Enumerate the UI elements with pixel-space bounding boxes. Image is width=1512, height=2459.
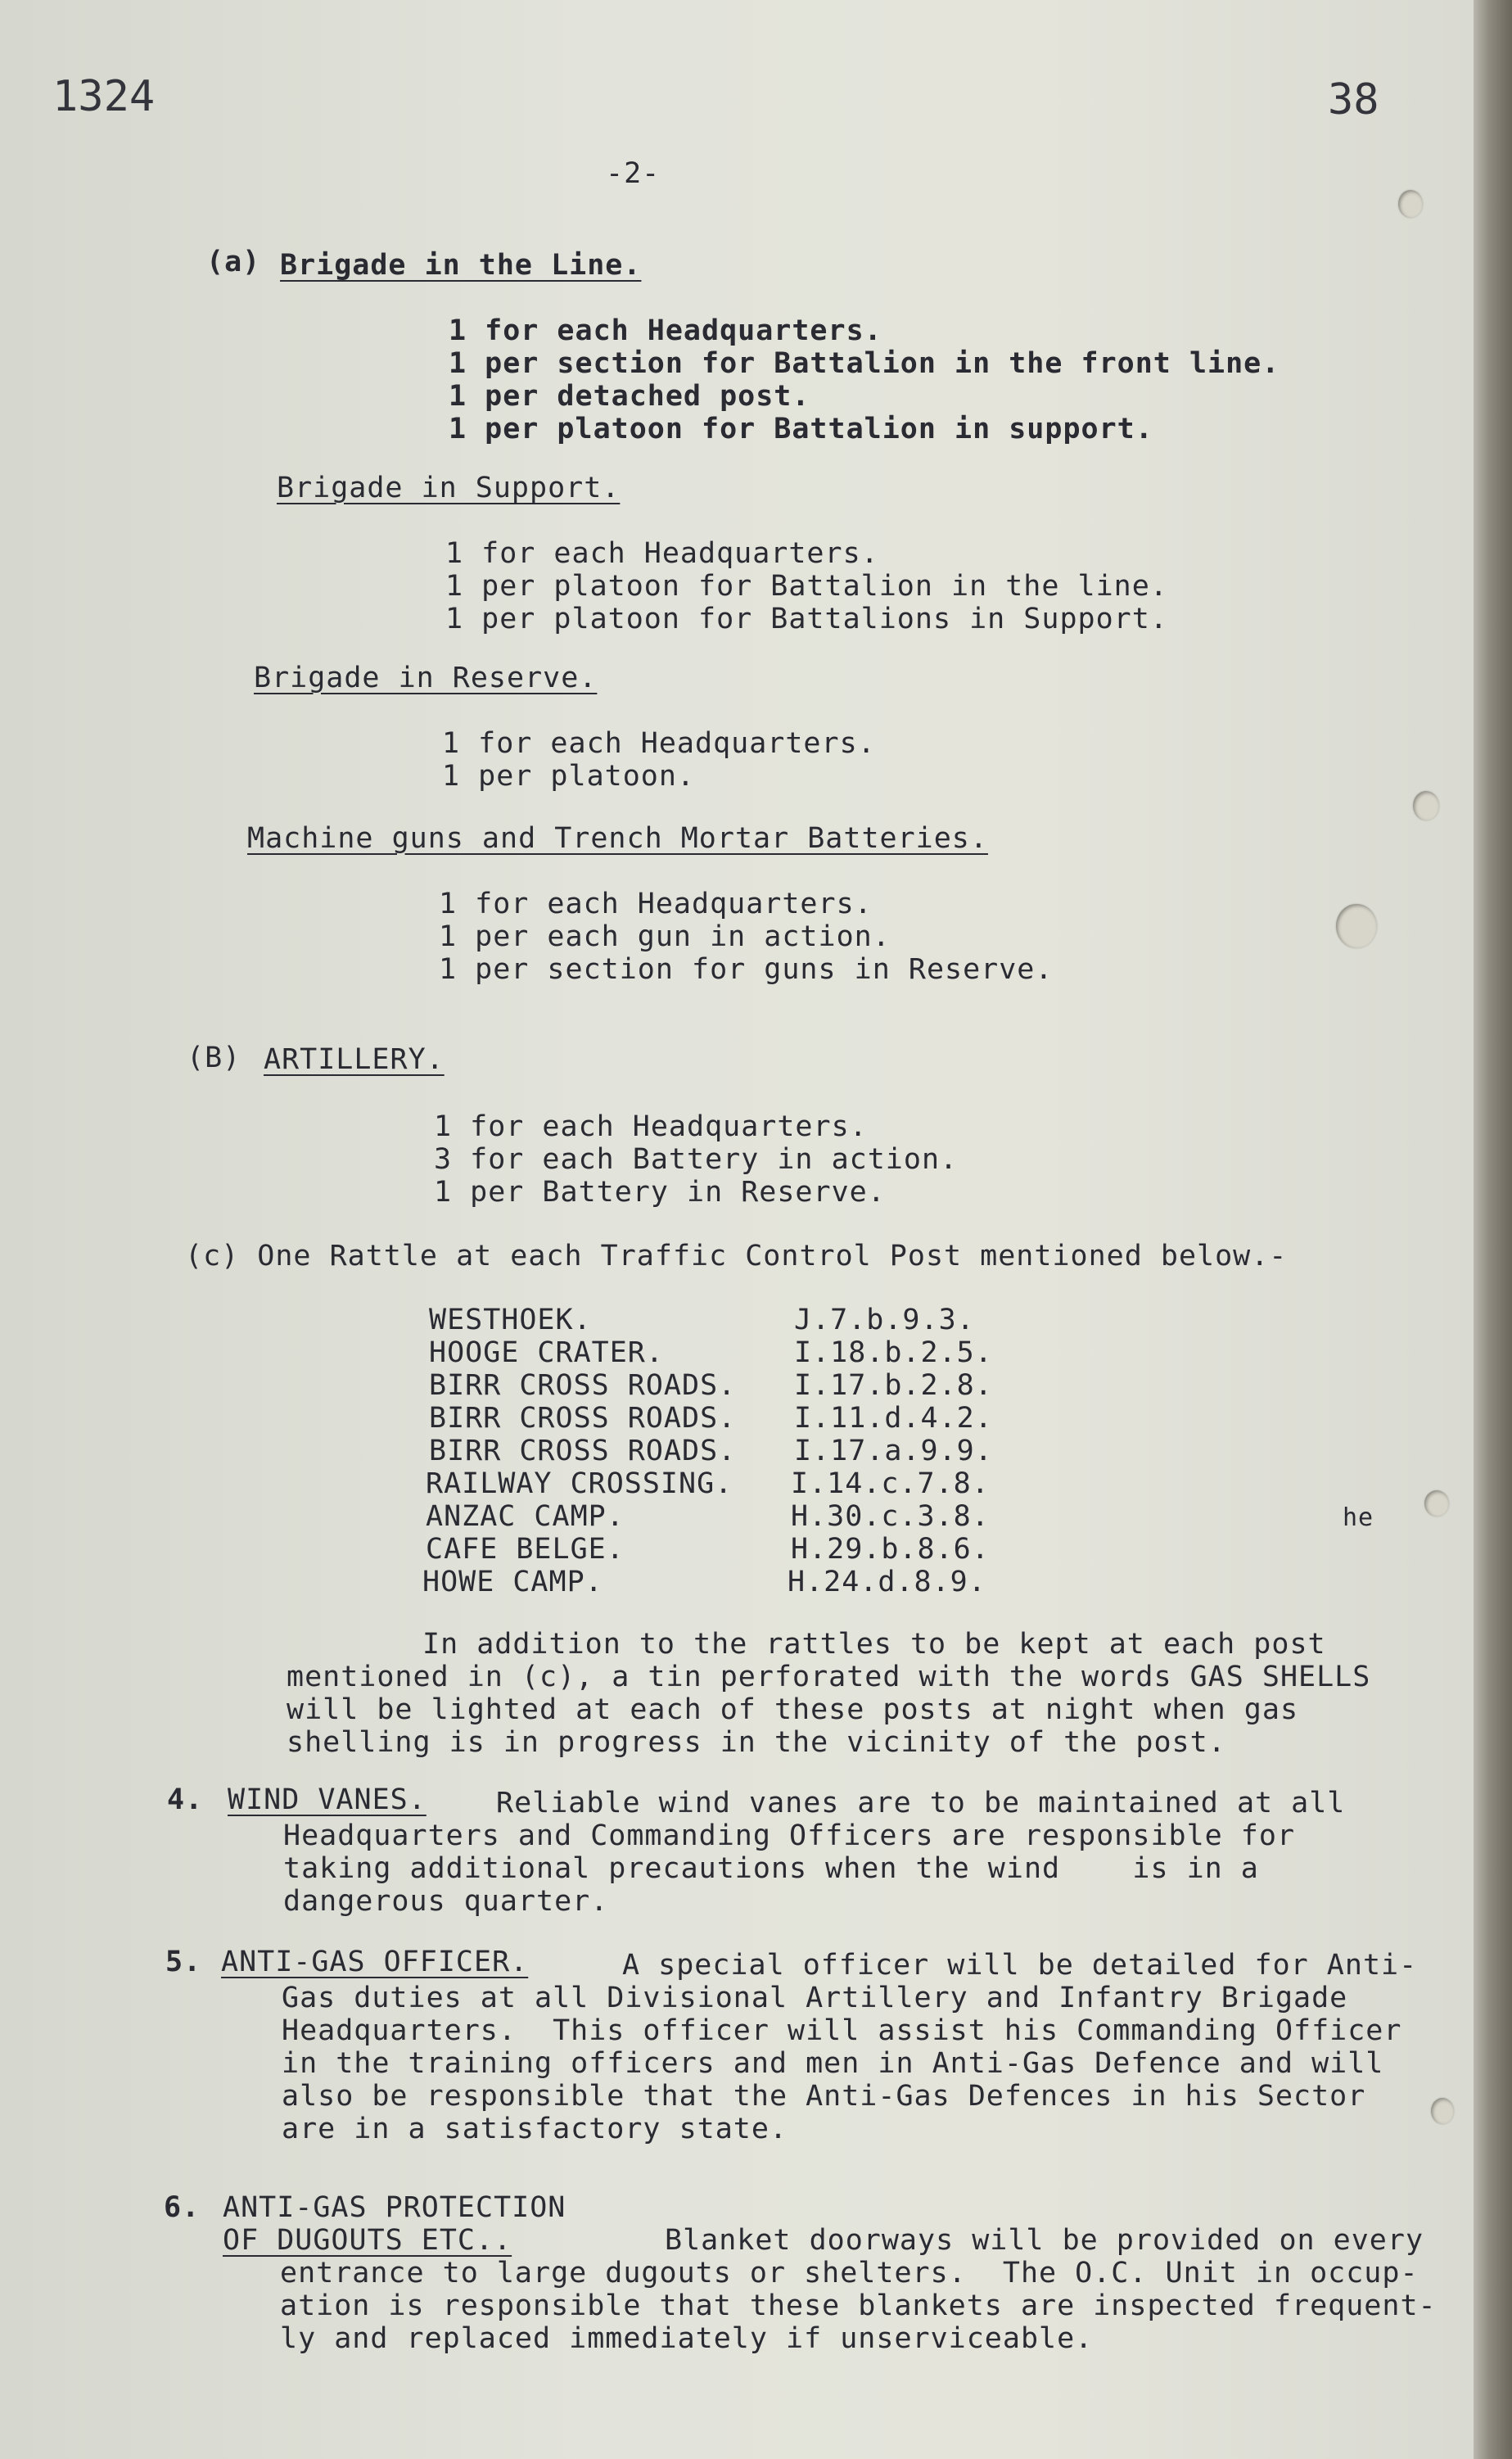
section-c-text: (c) One Rattle at each Traffic Control Post mentioned below.- [185,1240,1288,1272]
section-b-title: ARTILLERY. [264,1043,445,1076]
post-name: HOWE CAMP. [422,1566,603,1598]
post-ref: I.18.b.2.5. [794,1336,993,1369]
para-6-line: Blanket doorways will be provided on every [665,2224,1424,2257]
artillery-item: 1 for each Headquarters. [434,1110,868,1143]
para-6-line: ly and replaced immediately if unserviceable. [280,2322,1094,2355]
punch-hole [1413,791,1439,820]
para-4-line: taking additional precautions when the wind is in a [283,1852,1259,1885]
machine-guns-item: 1 per section for guns in Reserve. [439,953,1054,986]
para-5-number: 5. [165,1946,202,1978]
post-name: WESTHOEK. [429,1304,592,1336]
post-ref: J.7.b.9.3. [794,1304,975,1336]
post-name: BIRR CROSS ROADS. [429,1402,737,1435]
document-number: 1324 [52,72,156,121]
post-ref: H.24.d.8.9. [788,1566,986,1598]
para-5-line: also be responsible that the Anti-Gas Defences in his Sector [282,2080,1366,2113]
para-6-line: entrance to large dugouts or shelters. The O.C. Unit in occup- [280,2257,1419,2289]
post-ref: I.17.a.9.9. [794,1435,993,1467]
machine-guns-title: Machine guns and Trench Mortar Batteries. [247,822,988,855]
addition-line: will be lighted at each of these posts at night when gas [287,1693,1299,1726]
para-6-line: ation is responsible that these blankets are inspected frequent- [280,2289,1437,2322]
machine-guns-item: 1 per each gun in action. [439,920,891,953]
punch-hole [1431,2098,1454,2124]
addition-line: In addition to the rattles to be kept at each post [422,1628,1326,1661]
punch-hole [1336,904,1377,948]
page-marker: -2- [606,157,661,190]
machine-guns-item: 1 for each Headquarters. [439,888,873,920]
para-5-line: are in a satisfactory state. [282,2113,788,2145]
para-4-number: 4. [167,1783,204,1816]
para-5-title: ANTI-GAS OFFICER. [221,1946,529,1978]
reserve-item: 1 for each Headquarters. [442,727,876,760]
punch-hole [1424,1490,1449,1517]
punch-hole [1398,190,1423,218]
post-name: BIRR CROSS ROADS. [429,1369,737,1402]
support-item: 1 for each Headquarters. [445,537,879,570]
para-6-number: 6. [164,2191,201,2224]
post-name: RAILWAY CROSSING. [426,1467,733,1500]
para-4-line: Reliable wind vanes are to be maintained at all [496,1787,1346,1819]
post-ref: I.17.b.2.8. [794,1369,993,1402]
para-5-line: Headquarters. This officer will assist his Commanding Officer [282,2014,1402,2047]
post-name: CAFE BELGE. [426,1533,625,1566]
post-ref: I.11.d.4.2. [794,1402,993,1435]
section-a-item: 1 per detached post. [449,380,810,413]
support-item: 1 per platoon for Battalion in the line. [445,570,1168,603]
folio-number: 38 [1328,75,1379,124]
para-4-line: Headquarters and Commanding Officers are responsible for [283,1819,1296,1852]
reserve-title: Brigade in Reserve. [254,662,598,694]
post-name: BIRR CROSS ROADS. [429,1435,737,1467]
section-b-label: (B) [187,1042,241,1074]
section-a-label: (a) [206,246,261,278]
post-name: HOOGE CRATER. [429,1336,664,1369]
artillery-item: 1 per Battery in Reserve. [434,1176,886,1209]
artillery-item: 3 for each Battery in action. [434,1143,959,1176]
para-4-title: WIND VANES. [228,1783,427,1816]
page-edge [1474,0,1512,2459]
para-5-line: A special officer will be detailed for Anti- [622,1949,1418,1982]
section-a-item: 1 for each Headquarters. [449,314,882,347]
post-ref: I.14.c.7.8. [791,1467,990,1500]
section-a-item: 1 per platoon for Battalion in support. [449,413,1153,445]
post-ref: H.29.b.8.6. [791,1533,990,1566]
addition-line: shelling is in progress in the vicinity of the post. [287,1726,1226,1759]
para-4-line: dangerous quarter. [283,1885,609,1918]
para-6-title-line: OF DUGOUTS ETC.. [223,2224,512,2257]
support-title: Brigade in Support. [277,472,621,504]
post-name: ANZAC CAMP. [426,1500,625,1533]
section-a-item: 1 per section for Battalion in the front line. [449,347,1280,380]
support-item: 1 per platoon for Battalions in Support. [445,603,1168,635]
para-5-line: Gas duties at all Divisional Artillery and Infantry Brigade [282,1982,1348,2014]
post-ref: H.30.c.3.8. [791,1500,990,1533]
reserve-item: 1 per platoon. [442,760,696,793]
para-5-line: in the training officers and men in Anti-Gas Defence and will [282,2047,1384,2080]
margin-note: he [1343,1503,1374,1532]
section-a-title: Brigade in the Line. [280,249,642,282]
addition-line: mentioned in (c), a tin perforated with the words GAS SHELLS [287,1661,1371,1693]
para-6-title-line: ANTI-GAS PROTECTION [223,2191,566,2224]
